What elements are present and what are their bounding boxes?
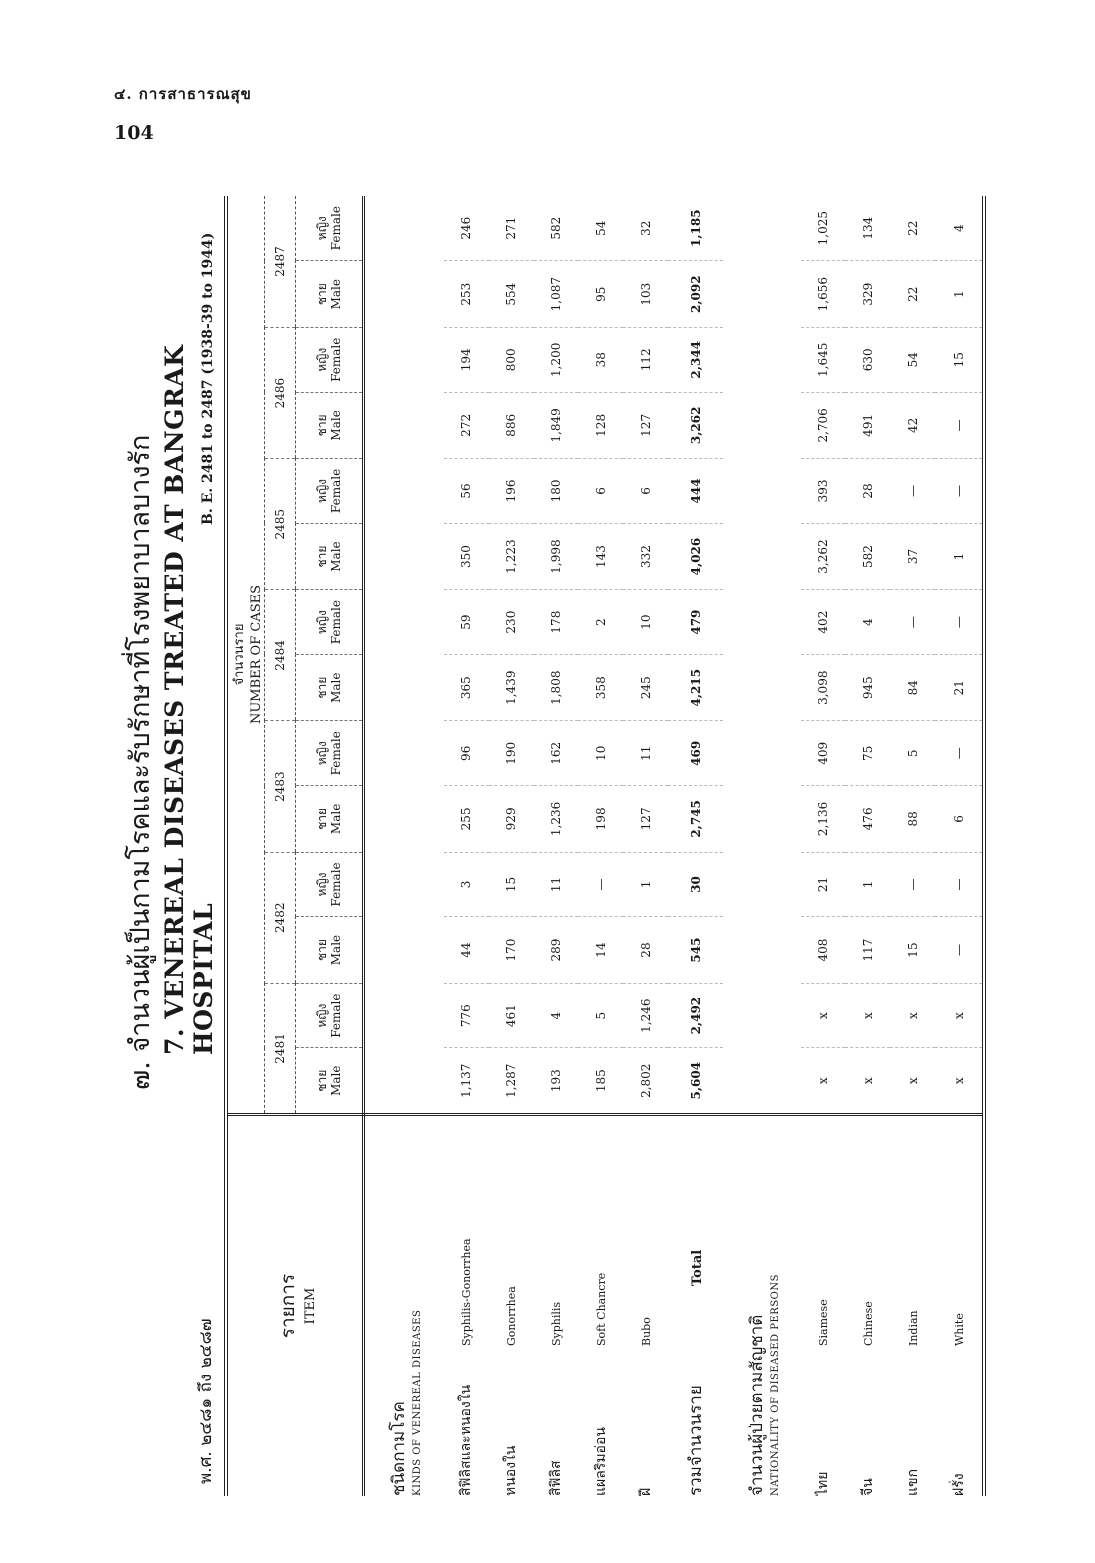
row-label-english: Chinese: [861, 1301, 875, 1346]
row-label: [890, 1115, 935, 1496]
female-header-thai: หญิง: [315, 1003, 329, 1028]
value-cell: 1,656: [801, 261, 846, 328]
value-cell: 15: [489, 852, 534, 917]
male-header-thai: ชาย: [315, 283, 329, 306]
female-header: [296, 459, 364, 524]
value-cell: 1,849: [534, 392, 579, 459]
male-header-english: Male: [329, 1065, 343, 1096]
value-cell: 2,092: [668, 261, 723, 328]
value-cell: 15: [890, 917, 935, 984]
value-cell: 886: [489, 392, 534, 459]
male-header-english: Male: [329, 803, 343, 835]
value-cell: 10: [623, 590, 668, 655]
value-cell: 4: [935, 196, 984, 261]
value-cell: 1,236: [534, 786, 579, 853]
value-cell: 2,745: [668, 786, 723, 853]
female-header: [296, 590, 364, 655]
row-label-thai: หนองใน: [503, 1445, 520, 1496]
value-cell: —: [890, 590, 935, 655]
value-cell: 582: [534, 196, 579, 261]
value-cell: 4: [845, 590, 890, 655]
value-cell: 2,802: [623, 1048, 668, 1115]
female-header: [296, 196, 364, 261]
female-header-english: Female: [329, 337, 343, 382]
value-cell: 408: [801, 917, 846, 984]
value-cell: 96: [444, 721, 489, 786]
row-label-thai: จีน: [859, 1478, 876, 1496]
value-cell: 461: [489, 983, 534, 1048]
row-label-thai: ไทย: [814, 1471, 831, 1496]
value-cell: 800: [489, 327, 534, 392]
value-cell: 329: [845, 261, 890, 328]
year-header: 2487: [265, 196, 296, 327]
value-cell: 5,604: [668, 1048, 723, 1115]
table-row: [801, 196, 846, 1496]
value-cell: 409: [801, 721, 846, 786]
value-cell: 95: [578, 261, 623, 328]
period-thai: พ.ศ. ๒๔๘๑ ถึง ๒๔๘๗: [196, 1318, 216, 1484]
male-header: [296, 917, 364, 984]
value-cell: 112: [623, 327, 668, 392]
value-cell: 1,137: [444, 1048, 489, 1115]
row-label-english: White: [952, 1313, 966, 1346]
value-cell: 127: [623, 392, 668, 459]
male-header: [296, 1048, 364, 1115]
value-cell: 4,215: [668, 654, 723, 721]
female-header-thai: หญิง: [315, 610, 329, 635]
row-label-thai: สิฟิลิสและหนองใน: [458, 1384, 475, 1496]
section-nationality-label: [723, 1115, 800, 1496]
female-header-thai: หญิง: [315, 741, 329, 766]
value-cell: 230: [489, 590, 534, 655]
value-cell: x: [935, 983, 984, 1048]
section-spacer: [723, 196, 800, 1115]
title-block: [108, 190, 216, 1500]
value-cell: 1: [623, 852, 668, 917]
section-spacer: [364, 196, 444, 1115]
value-cell: 190: [489, 721, 534, 786]
male-header-thai: ชาย: [315, 1069, 329, 1092]
value-cell: 44: [444, 917, 489, 984]
value-cell: 75: [845, 721, 890, 786]
section-kinds-of-diseases-label: [364, 1115, 444, 1496]
value-cell: 1,200: [534, 327, 579, 392]
value-cell: 32: [623, 196, 668, 261]
value-cell: 1,087: [534, 261, 579, 328]
male-header-thai: ชาย: [315, 807, 329, 830]
value-cell: 194: [444, 327, 489, 392]
value-cell: 37: [890, 523, 935, 590]
section-nationality-thai: จำนวนผู้ป่วยตามสัญชาติ: [746, 1314, 767, 1496]
value-cell: 59: [444, 590, 489, 655]
female-header: [296, 721, 364, 786]
year-header: 2482: [265, 852, 296, 983]
value-cell: 185: [578, 1048, 623, 1115]
value-cell: 1,223: [489, 523, 534, 590]
table-row: [534, 196, 579, 1496]
value-cell: 38: [578, 327, 623, 392]
value-cell: 30: [668, 852, 723, 917]
value-cell: 469: [668, 721, 723, 786]
female-header-english: Female: [329, 468, 343, 514]
value-cell: —: [935, 917, 984, 984]
male-header: [296, 392, 364, 459]
row-label-thai: สิฟิลิส: [548, 1460, 565, 1496]
value-cell: 84: [890, 654, 935, 721]
value-cell: 6: [935, 786, 984, 853]
value-cell: 255: [444, 786, 489, 853]
value-cell: 6: [623, 459, 668, 524]
value-cell: 479: [668, 590, 723, 655]
item-header-thai: รายการ: [276, 1273, 299, 1339]
row-label: [534, 1115, 579, 1496]
value-cell: 630: [845, 327, 890, 392]
title-english: 7. VENEREAL DISEASES TREATED AT BANGRAK HOSPITAL: [160, 344, 218, 1055]
value-cell: 945: [845, 654, 890, 721]
female-header-thai: หญิง: [315, 347, 329, 372]
value-cell: 2,492: [668, 983, 723, 1048]
table-row: [890, 196, 935, 1496]
value-cell: —: [935, 392, 984, 459]
value-cell: 3,098: [801, 654, 846, 721]
male-header-thai: ชาย: [315, 676, 329, 699]
value-cell: —: [578, 852, 623, 917]
number-of-cases-header: [226, 196, 265, 1115]
total-row: [668, 196, 723, 1496]
value-cell: 28: [623, 917, 668, 984]
value-cell: 2,706: [801, 392, 846, 459]
value-cell: x: [890, 1048, 935, 1115]
value-cell: 15: [935, 327, 984, 392]
row-label-english: Syphilis-Gonorrhea: [460, 1238, 474, 1346]
value-cell: 5: [890, 721, 935, 786]
section-nationality-english: NATIONALITY OF DISEASED PERSONS: [769, 1274, 781, 1496]
row-label-english: Indian: [906, 1310, 920, 1346]
value-cell: 56: [444, 459, 489, 524]
value-cell: 245: [623, 654, 668, 721]
male-header-thai: ชาย: [315, 414, 329, 437]
row-label-english: Syphilis: [550, 1301, 564, 1346]
item-header: [226, 1115, 364, 1496]
value-cell: 4,026: [668, 523, 723, 590]
year-header: 2485: [265, 459, 296, 590]
section-kinds-of-diseases: [364, 196, 444, 1496]
value-cell: —: [935, 852, 984, 917]
value-cell: 28: [845, 459, 890, 524]
male-header-thai: ชาย: [315, 939, 329, 962]
value-cell: 22: [890, 261, 935, 328]
value-cell: 170: [489, 917, 534, 984]
value-cell: 1,185: [668, 196, 723, 261]
value-cell: 271: [489, 196, 534, 261]
value-cell: 582: [845, 523, 890, 590]
value-cell: 1,998: [534, 523, 579, 590]
value-cell: 332: [623, 523, 668, 590]
female-header-english: Female: [329, 993, 343, 1038]
male-header-english: Male: [329, 672, 343, 703]
value-cell: 22: [890, 196, 935, 261]
value-cell: 193: [534, 1048, 579, 1115]
row-label: [444, 1115, 489, 1496]
venereal-disease-table: [224, 196, 986, 1496]
number-of-cases-thai: จำนวนราย: [232, 623, 247, 686]
row-label-thai: ฝรั่ง: [950, 1473, 967, 1496]
value-cell: 444: [668, 459, 723, 524]
number-of-cases-english: NUMBER OF CASES: [249, 584, 264, 725]
value-cell: 1,287: [489, 1048, 534, 1115]
title-thai: ๗. จำนวนผู้เป็นกามโรคและรับรักษาที่โรงพยาบาลบางรัก: [125, 434, 156, 1090]
female-header-english: Female: [329, 731, 343, 776]
table-body: [364, 196, 985, 1496]
section-kinds-of-diseases-english: KINDS OF VENEREAL DISEASES: [412, 1309, 424, 1496]
value-cell: —: [935, 459, 984, 524]
value-cell: x: [801, 983, 846, 1048]
value-cell: 14: [578, 917, 623, 984]
value-cell: 10: [578, 721, 623, 786]
row-label: [801, 1115, 846, 1496]
value-cell: 54: [578, 196, 623, 261]
value-cell: x: [890, 983, 935, 1048]
value-cell: 127: [623, 786, 668, 853]
section-nationality: [723, 196, 800, 1496]
period-english: B. E. 2481 to 2487 (1938-39 to 1944): [200, 232, 216, 525]
male-header-english: Male: [329, 410, 343, 441]
value-cell: x: [845, 983, 890, 1048]
value-cell: 54: [890, 327, 935, 392]
female-header-thai: หญิง: [315, 478, 329, 503]
value-cell: 3,262: [801, 523, 846, 590]
table-row: [935, 196, 984, 1496]
row-label: [845, 1115, 890, 1496]
page-number: 104: [114, 122, 154, 144]
value-cell: 143: [578, 523, 623, 590]
value-cell: 476: [845, 786, 890, 853]
value-cell: 178: [534, 590, 579, 655]
value-cell: 358: [578, 654, 623, 721]
value-cell: 42: [890, 392, 935, 459]
value-cell: 393: [801, 459, 846, 524]
value-cell: 246: [444, 196, 489, 261]
row-label: [578, 1115, 623, 1496]
value-cell: 117: [845, 917, 890, 984]
male-header: [296, 523, 364, 590]
row-label-thai: แผลริมอ่อน: [592, 1427, 609, 1496]
value-cell: 2: [578, 590, 623, 655]
value-cell: 929: [489, 786, 534, 853]
value-cell: —: [935, 590, 984, 655]
item-header-english: ITEM: [302, 1287, 318, 1325]
row-label: [489, 1115, 534, 1496]
row-label-english: Siamese: [816, 1299, 830, 1346]
value-cell: 1,246: [623, 983, 668, 1048]
value-cell: 1,808: [534, 654, 579, 721]
value-cell: 776: [444, 983, 489, 1048]
rotated-table-page: [108, 190, 990, 1500]
value-cell: 128: [578, 392, 623, 459]
section-kinds-of-diseases-thai: ชนิดกามโรค: [389, 1401, 410, 1496]
table-row: [845, 196, 890, 1496]
table-row: [623, 196, 668, 1496]
value-cell: x: [845, 1048, 890, 1115]
value-cell: 1,439: [489, 654, 534, 721]
value-cell: 21: [801, 852, 846, 917]
value-cell: 350: [444, 523, 489, 590]
female-header: [296, 852, 364, 917]
value-cell: 491: [845, 392, 890, 459]
value-cell: x: [935, 1048, 984, 1115]
value-cell: 180: [534, 459, 579, 524]
row-label-english: Soft Chancre: [594, 1272, 608, 1346]
female-header-thai: หญิง: [315, 872, 329, 897]
value-cell: 11: [534, 852, 579, 917]
value-cell: 253: [444, 261, 489, 328]
table-row: [578, 196, 623, 1496]
row-label-thai: รวมจำนวนราย: [686, 1385, 707, 1496]
value-cell: 272: [444, 392, 489, 459]
male-header-english: Male: [329, 934, 343, 966]
value-cell: 6: [578, 459, 623, 524]
value-cell: 196: [489, 459, 534, 524]
value-cell: 545: [668, 917, 723, 984]
male-header-thai: ชาย: [315, 545, 329, 568]
value-cell: 21: [935, 654, 984, 721]
male-header: [296, 654, 364, 721]
value-cell: 2,344: [668, 327, 723, 392]
value-cell: —: [890, 459, 935, 524]
value-cell: 3,262: [668, 392, 723, 459]
value-cell: 4: [534, 983, 579, 1048]
value-cell: 88: [890, 786, 935, 853]
value-cell: 402: [801, 590, 846, 655]
male-header-english: Male: [329, 541, 343, 572]
value-cell: 1: [845, 852, 890, 917]
value-cell: 365: [444, 654, 489, 721]
row-label-english: Bubo: [639, 1317, 653, 1346]
year-header: 2481: [265, 983, 296, 1114]
female-header: [296, 327, 364, 392]
year-header: 2486: [265, 327, 296, 458]
value-cell: 554: [489, 261, 534, 328]
row-label-thai: แขก: [904, 1468, 921, 1496]
row-label: [668, 1115, 723, 1496]
female-header-english: Female: [329, 862, 343, 907]
value-cell: 198: [578, 786, 623, 853]
female-header-english: Female: [329, 206, 343, 251]
value-cell: 103: [623, 261, 668, 328]
value-cell: 2,136: [801, 786, 846, 853]
value-cell: 3: [444, 852, 489, 917]
value-cell: 1: [935, 261, 984, 328]
row-label-english: Gonorrhea: [505, 1286, 519, 1346]
value-cell: x: [801, 1048, 846, 1115]
running-head: ๔. การสาธารณสุข: [114, 85, 252, 103]
female-header-thai: หญิง: [315, 216, 329, 241]
value-cell: 289: [534, 917, 579, 984]
row-label: [623, 1115, 668, 1496]
value-cell: 1,025: [801, 196, 846, 261]
male-header-english: Male: [329, 279, 343, 310]
value-cell: 162: [534, 721, 579, 786]
value-cell: 134: [845, 196, 890, 261]
female-header: [296, 983, 364, 1048]
table-row: [489, 196, 534, 1496]
row-label-thai: ฝี: [637, 1487, 654, 1496]
value-cell: 11: [623, 721, 668, 786]
female-header-english: Female: [329, 600, 343, 645]
year-header: 2483: [265, 721, 296, 852]
row-label: [935, 1115, 984, 1496]
male-header: [296, 261, 364, 328]
value-cell: 1: [935, 523, 984, 590]
year-header: 2484: [265, 590, 296, 721]
table-row: [444, 196, 489, 1496]
value-cell: 1,645: [801, 327, 846, 392]
value-cell: 5: [578, 983, 623, 1048]
row-label-english: Total: [690, 1249, 706, 1286]
value-cell: —: [890, 852, 935, 917]
male-header: [296, 786, 364, 853]
value-cell: —: [935, 721, 984, 786]
